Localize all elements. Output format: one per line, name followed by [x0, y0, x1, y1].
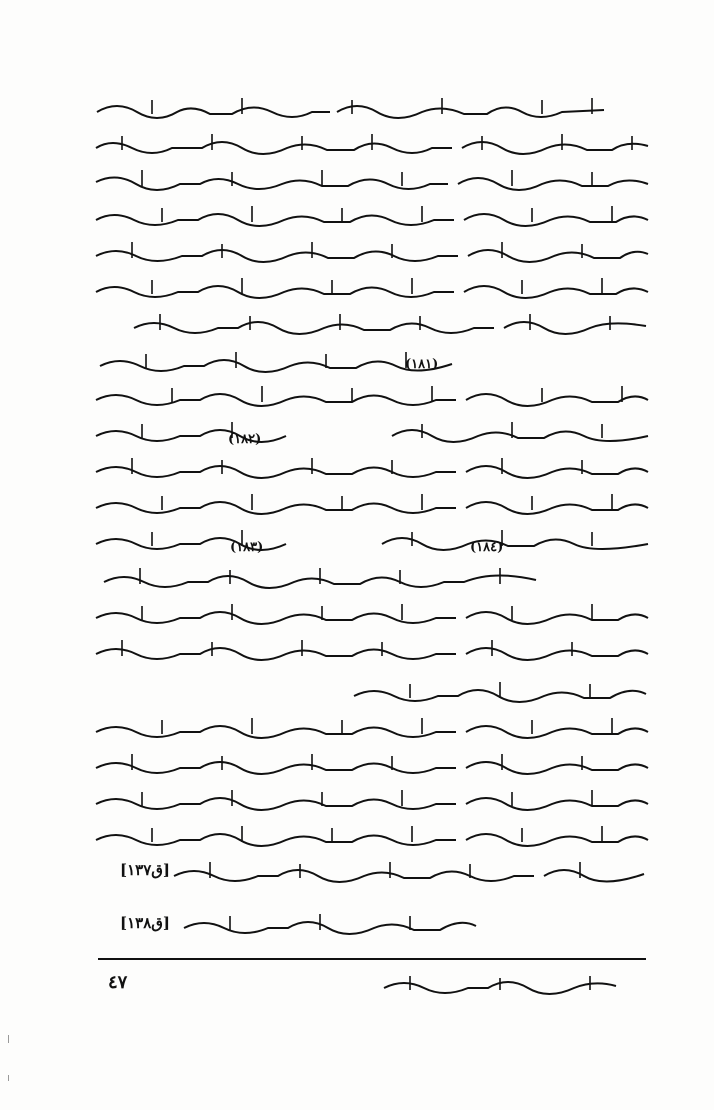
script-line [92, 524, 652, 554]
script-line [92, 784, 652, 814]
script-line [92, 236, 652, 266]
footnote-marker: (١٨٤) [470, 540, 504, 555]
script-line [92, 634, 652, 664]
script-line [92, 128, 652, 158]
script-line [92, 272, 652, 302]
script-line [92, 200, 652, 230]
folio-bracket: [ق١٣٨] [120, 914, 171, 932]
script-line [92, 598, 652, 628]
footnote-marker: (١٨٣) [230, 540, 264, 555]
footnote-marker: (١٨١) [405, 357, 439, 372]
script-line [92, 92, 612, 122]
script-line [92, 488, 652, 518]
running-head [380, 972, 620, 998]
script-line [96, 346, 456, 376]
script-line [92, 164, 652, 194]
footer-rule [98, 958, 646, 960]
script-line [350, 676, 650, 706]
folio-bracket: [ق١٣٧] [120, 861, 171, 879]
script-line [92, 416, 652, 446]
script-line [100, 562, 540, 592]
page-number: ٤٧ [108, 972, 128, 993]
scan-edge-mark [8, 1075, 9, 1081]
script-line [92, 452, 652, 482]
footnote-marker: (١٨٢) [228, 432, 262, 447]
script-line [92, 748, 652, 778]
script-line [92, 820, 652, 850]
script-line [92, 712, 652, 742]
scan-edge-mark [8, 1035, 9, 1043]
script-line [170, 856, 648, 886]
script-line [130, 308, 650, 338]
script-line [180, 908, 480, 938]
script-line [92, 380, 652, 410]
